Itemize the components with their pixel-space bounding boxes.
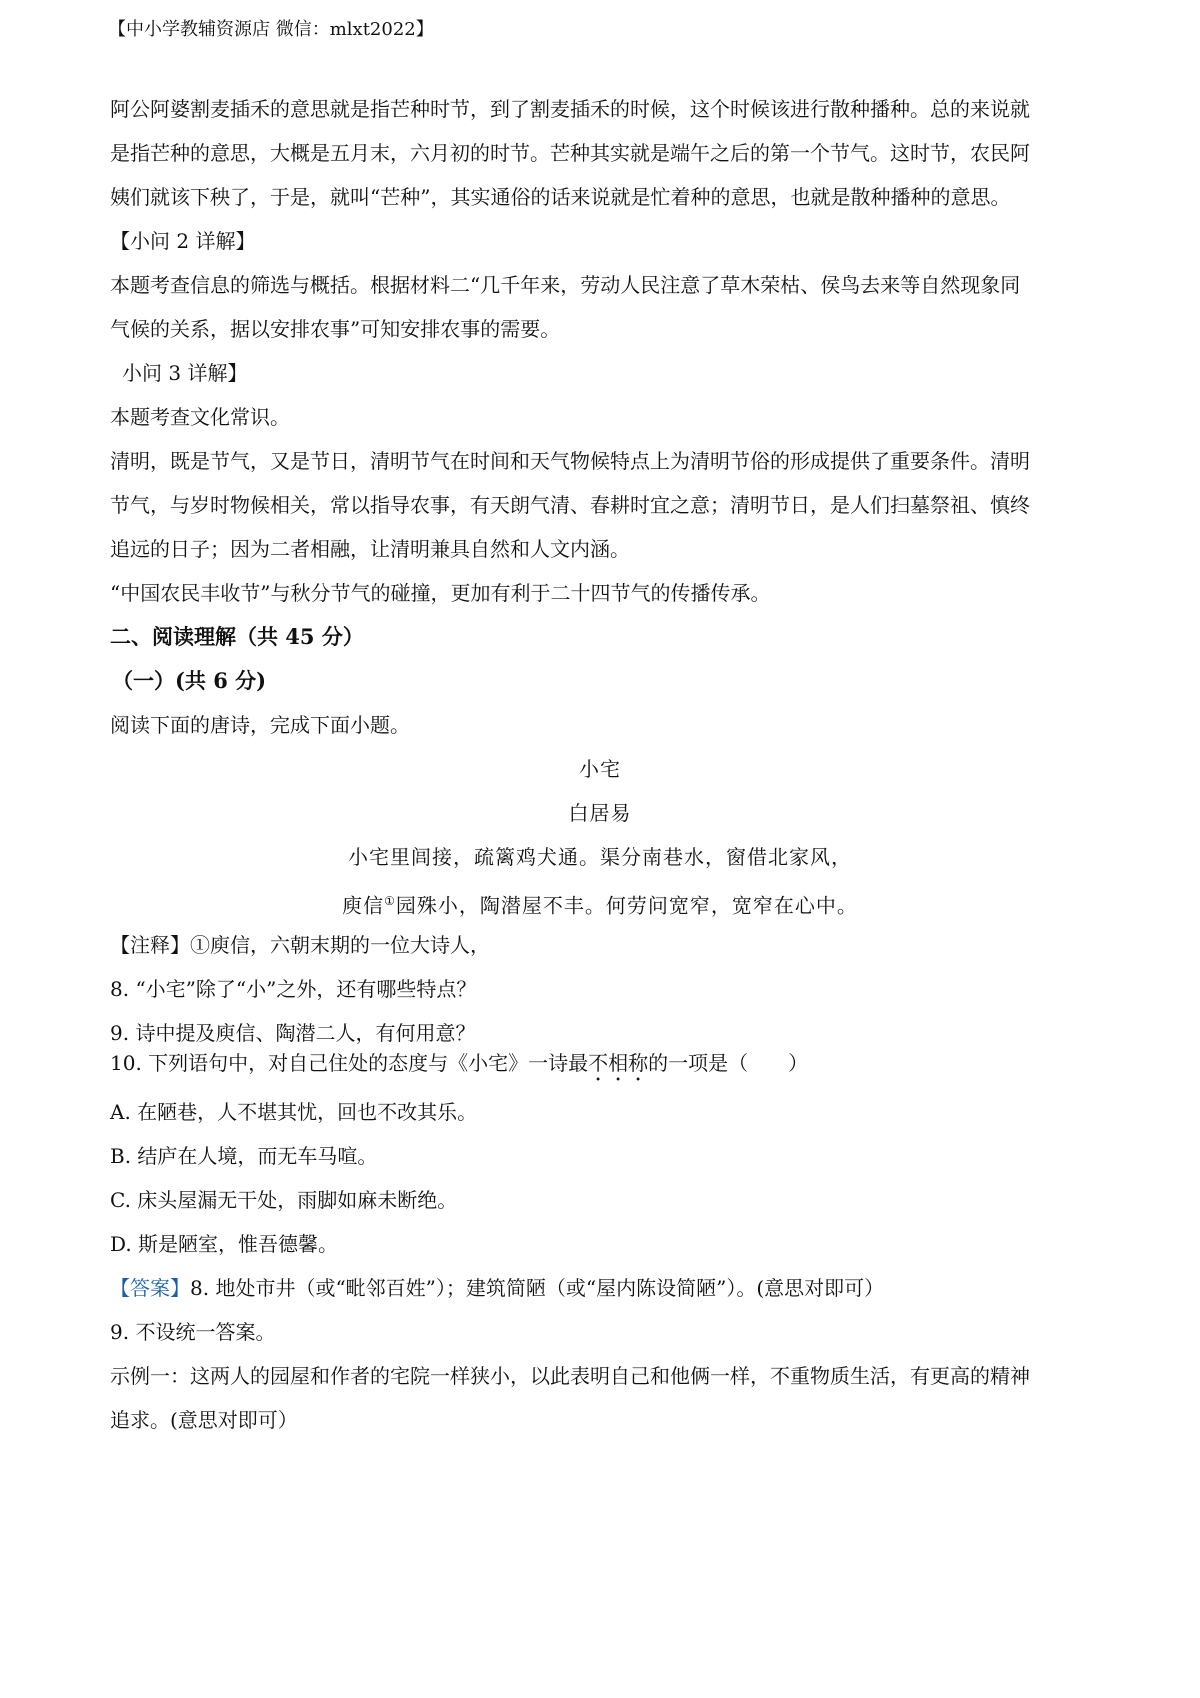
answer-text: 8. 地处市井（或“毗邻百姓”）；建筑简陋（或“屋内陈设简陋”）。(意思对即可） bbox=[190, 1276, 885, 1300]
source-tag: 【中小学教辅资源店 微信：mlxt2022】 bbox=[108, 19, 434, 40]
subsection-title: （一）(共 6 分) bbox=[112, 668, 267, 693]
footnote-marker: ① bbox=[384, 894, 396, 908]
paragraph-line: 阿公阿婆割麦插禾的意思就是指芒种时节，到了割麦插禾的时候，这个时候该进行散种播种。总的来说就 bbox=[110, 97, 1030, 121]
paragraph-line: 是指芒种的意思，大概是五月末，六月初的时节。芒种其实就是端午之后的第一个节气。这时节，农民阿 bbox=[110, 141, 1030, 165]
question-8: 8. “小宅”除了“小”之外，还有哪些特点？ bbox=[110, 977, 477, 1001]
question-10 bbox=[110, 1049, 808, 1086]
section-title: 二、阅读理解（共 45 分） bbox=[110, 624, 364, 649]
paragraph-line: 节气，与岁时物候相关，常以指导农事，有天朗气清、春耕时宜之意；清明节日，是人们扫墓祭祖、慎终 bbox=[110, 493, 1030, 517]
paragraph-line: 姨们就该下秧了，于是，就叫“芒种”，其实通俗的话来说就是忙着种的意思，也就是散种播种的意思。 bbox=[110, 185, 1011, 209]
poem-author: 白居易 bbox=[568, 801, 632, 825]
answer-example-line: 示例一：这两人的园屋和作者的宅院一样狭小，以此表明自己和他俩一样，不重物质生活，有更高的精神 bbox=[110, 1364, 1030, 1388]
sub-question-heading: 【小问 2 详解】 bbox=[110, 229, 256, 253]
answer-label: 【答案】 bbox=[110, 1276, 190, 1300]
option-b: B. 结庐在人境，而无车马喧。 bbox=[110, 1144, 378, 1168]
paragraph-line: “中国农民丰收节”与秋分节气的碰撞，更加有利于二十四节气的传播传承。 bbox=[110, 581, 771, 605]
poem-line-part: 庾信 bbox=[342, 893, 385, 918]
question-9: 9. 诗中提及庾信、陶潜二人，有何用意？ bbox=[110, 1021, 476, 1045]
annotation-note: 【注释】①庾信，六朝末期的一位大诗人， bbox=[110, 933, 490, 957]
paragraph-line: 本题考查文化常识。 bbox=[110, 405, 290, 429]
emphasis-text: 不相称 bbox=[588, 1051, 649, 1075]
paragraph-line: 气候的关系，据以安排农事”可知安排农事的需要。 bbox=[110, 317, 561, 341]
answer-9: 9. 不设统一答案。 bbox=[110, 1320, 276, 1344]
option-a: A. 在陋巷，人不堪其忧，回也不改其乐。 bbox=[110, 1100, 478, 1124]
sub-question-heading: 小问 3 详解】 bbox=[122, 361, 248, 385]
poem-line-part: 园殊小，陶潜屋不丰。何劳问宽窄，宽窄在心中。 bbox=[395, 893, 858, 918]
question-10-text: 的一项是（ ） bbox=[648, 1051, 809, 1075]
option-d: D. 斯是陋室，惟吾德馨。 bbox=[110, 1232, 339, 1256]
paragraph-line: 追远的日子；因为二者相融，让清明兼具自然和人文内涵。 bbox=[110, 537, 630, 561]
question-10-text: 10. 下列语句中，对自己住处的态度与《小宅》一诗最 bbox=[110, 1051, 589, 1075]
answer-8 bbox=[110, 1274, 884, 1302]
paragraph-line: 本题考查信息的筛选与概括。根据材料二“几千年来，劳动人民注意了草木荣枯、侯鸟去来等自然现象同 bbox=[110, 273, 1021, 297]
option-c: C. 床头屋漏无干处，雨脚如麻未断绝。 bbox=[110, 1188, 458, 1212]
poem-title: 小宅 bbox=[579, 757, 621, 781]
answer-example-line: 追求。(意思对即可） bbox=[110, 1408, 298, 1432]
paragraph-line: 清明，既是节气，又是节日，清明节气在时间和天气物候特点上为清明节俗的形成提供了重要条件。清明 bbox=[110, 449, 1030, 473]
instruction: 阅读下面的唐诗，完成下面小题。 bbox=[110, 713, 410, 737]
poem-line: 小宅里闾接，疏篱鸡犬通。渠分南巷水，窗借北家风， bbox=[348, 845, 852, 869]
poem-line bbox=[0, 887, 1200, 920]
